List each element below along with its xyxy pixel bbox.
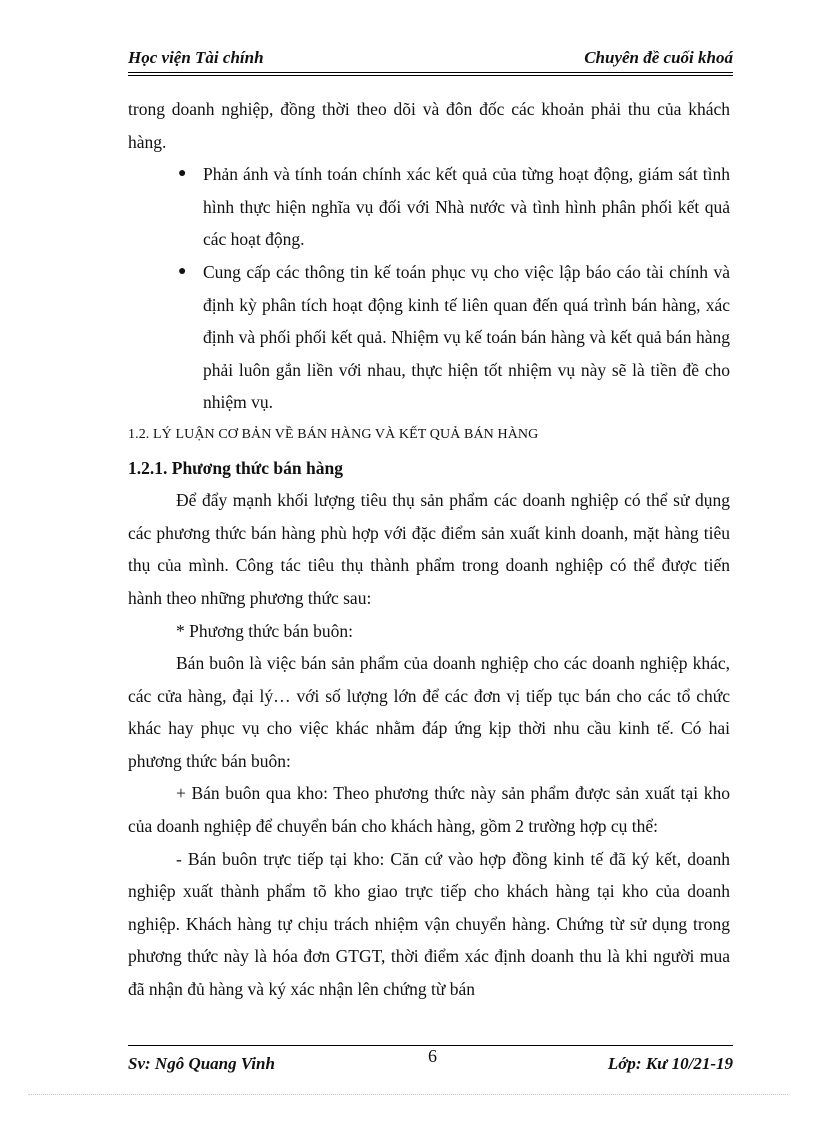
paragraph: - Bán buôn trực tiếp tại kho: Căn cứ vào hợp đồng kinh tế đã ký kết, doanh nghiệp xuất thành phẩm tõ kho giao trực tiếp cho khách hàng tại kho của doanh nghiệp. Khách hàng tự chịu trách nhiệm vận chuyển hàng. Chứng từ sử dụng trong phương thức này là hóa đơn GTGT, thời điểm xác định doanh thu là khi người mua đã nhận đủ hàng và ký xác nhận lên chứng từ bán	[128, 848, 730, 1000]
bullet-item	[128, 256, 730, 419]
header-document-type: Chuyên đề cuối khoá	[584, 48, 733, 67]
bullet-item	[128, 158, 730, 256]
paragraph: Bán buôn là việc bán sản phẩm của doanh nghiệp cho các doanh nghiệp khác, các cửa hàng, đại lý… với số lượng lớn để các đơn vị tiếp tục bán cho các tổ chức khác hay phục vụ cho việc khác nhằm đáp ứng kịp thời nhu cầu kinh tế. Có hai phương thức bán buôn:	[128, 653, 730, 771]
paragraph: Để đẩy mạnh khối lượng tiêu thụ sản phẩm các doanh nghiệp có thể sử dụng các phương thức bán hàng phù hợp với đặc điểm sản xuất kinh doanh, mặt hàng tiêu thụ của mình. Công tác tiêu thụ thành phẩm trong doanh nghiệp có thể được tiến hành theo những phương thức sau:	[128, 490, 730, 608]
bullet-icon: ●	[178, 166, 187, 182]
intro-paragraph: trong doanh nghiệp, đồng thời theo dõi và đôn đốc các khoản phải thu của khách hàng.	[128, 99, 730, 152]
paragraph: + Bán buôn qua kho: Theo phương thức này sản phẩm được sản xuất tại kho của doanh nghiệp để chuyển bán cho khách hàng, gồm 2 trường hợp cụ thể:	[128, 783, 730, 837]
page-number: 6	[428, 1046, 437, 1066]
page-header	[128, 48, 733, 70]
paragraph: * Phương thức bán buôn:	[176, 620, 353, 641]
bullet-icon: ●	[178, 263, 187, 279]
bullet-text: Cung cấp các thông tin kế toán phục vụ cho việc lập báo cáo tài chính và định kỳ phân tích hoạt động kinh tế liên quan đến quá trình bán hàng, xác định và phối phối kết quả. Nhiệm vụ kế toán bán hàng và kết quả bán hàng phải luôn gắn liền với nhau, thực hiện tốt nhiệm vụ này sẽ là tiền đề cho nhiệm vụ.	[203, 261, 730, 413]
footer-student: Sv: Ngô Quang Vinh	[128, 1054, 275, 1073]
header-institution: Học viện Tài chính	[128, 48, 264, 67]
section-heading: 1.2. LÝ LUẬN CƠ BẢN VỀ BÁN HÀNG VÀ KẾT QUẢ BÁN HÀNG	[128, 426, 539, 442]
bullet-text: Phản ánh và tính toán chính xác kết quả của từng hoạt động, giám sát tình hình thực hiện nghĩa vụ đối với Nhà nước và tình hình phân phối kết quả các hoạt động.	[203, 164, 730, 250]
page-border-dots	[28, 1094, 788, 1095]
footer-class: Lớp: Kư 10/21-19	[607, 1054, 733, 1073]
subsection-heading: 1.2.1. Phương thức bán hàng	[128, 457, 343, 478]
header-rule	[128, 72, 733, 76]
page-footer	[128, 1046, 733, 1076]
page-body	[128, 93, 730, 1006]
